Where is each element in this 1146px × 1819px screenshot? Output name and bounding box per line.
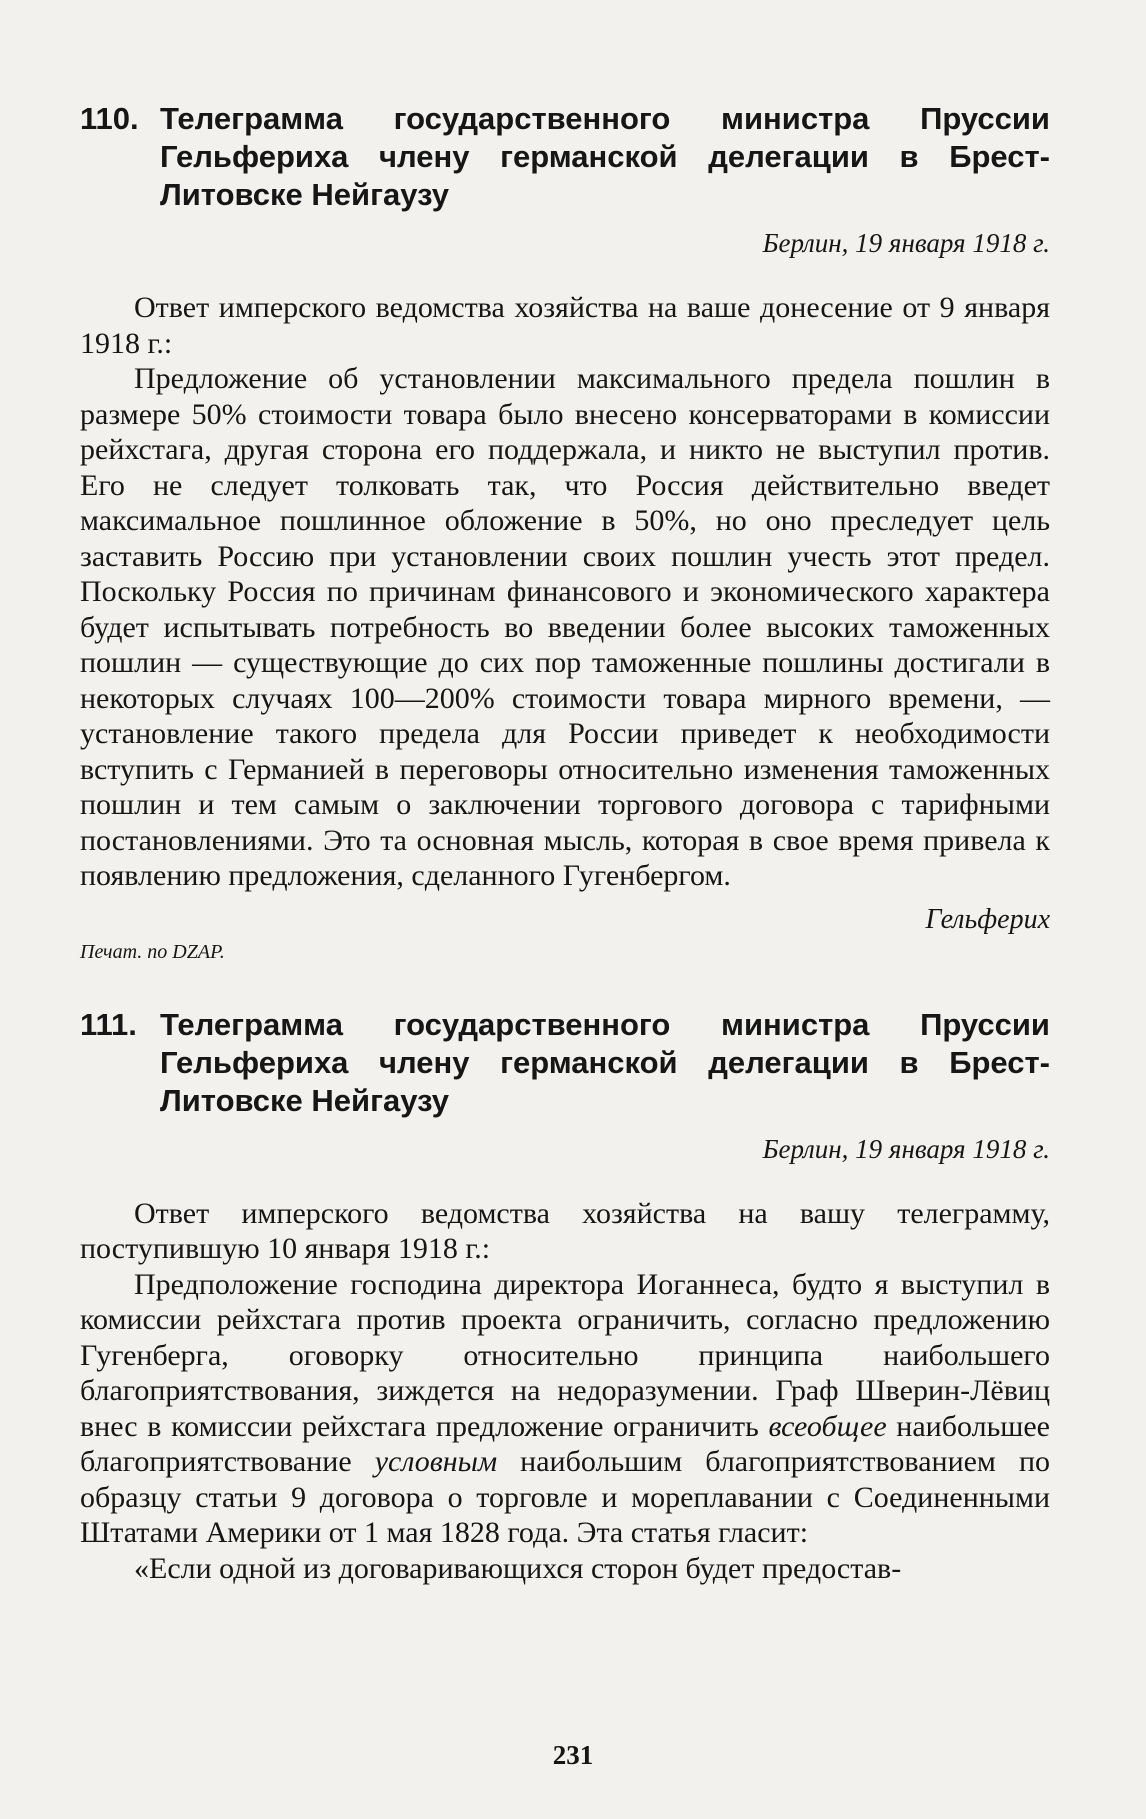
text-run: Предположение господина директора Иоганнеса, будто я выступил в комиссии рейхстага против проекта ограничить, согласно предложению Гугенберга, оговорку относительно принципа наибольшего благоприятствования, зиждется на недоразумении. Граф Шверин-Лёвиц внес в комиссии рейхстага предложение ограничить (80, 1267, 1050, 1443)
text-run: наибольшим благоприятствованием по образцу статьи 9 договора о торговле и мореплавании с Соединенными Штатами Америки от 1 мая 1828 года. Эта статья гласит: (80, 1445, 1051, 1549)
paragraph: Ответ имперского ведомства хозяйства на вашу телеграмму, поступившую 10 января 1918 г.: (80, 1196, 1050, 1265)
page-number: 231 (552, 1740, 594, 1770)
paragraph: Ответ имперского ведомства хозяйства на ваше донесение от 9 января 1918 г.: (80, 291, 1050, 360)
document-110 (80, 100, 1050, 966)
document-heading (80, 1006, 1050, 1120)
emphasis: условным (374, 1445, 498, 1478)
source-note: Печат. по DZAP. (80, 940, 225, 963)
page-content (80, 100, 1050, 1586)
dateline: Берлин, 19 января 1918 г. (762, 228, 1050, 258)
document-111 (80, 1006, 1050, 1587)
text-run: наибольшее благоприятствование (80, 1409, 1050, 1478)
document-title: Телеграмма государственного министра Пруссии Гельфериха члену германской делегации в Брест-Литовске Нейгаузу (160, 1006, 1050, 1118)
document-number: 111. (80, 1006, 137, 1042)
document-number: 110. (80, 101, 139, 136)
emphasis: всеобщее (768, 1409, 887, 1443)
dateline: Берлин, 19 января 1918 г. (762, 1133, 1050, 1164)
document-title: Телеграмма государственного министра Пруссии Гельфериха члену германской делегации в Брест-Литовске Нейгаузу (160, 101, 1050, 212)
paragraph: «Если одной из договаривающихся сторон будет предостав- (134, 1551, 902, 1585)
signature: Гельферих (925, 903, 1050, 935)
paragraph (80, 1267, 1050, 1551)
paragraph: Предложение об установлении максимального предела пошлин в размере 50% стоимости товара было внесено консерваторами в комиссии рейхстага, другая сторона его поддержала, и никто не выступил против. Его не следует толковать так, что Россия действительно введет максимальное пошлинное обложение в 50%, но оно преследует цель заставить Россию при установлении своих пошлин учесть этот предел. Поскольку Россия по причинам финансового и экономического характера будет испытывать потребность во введении более высоких таможенных пошлин — существующие до сих пор таможенные пошлины достигали в некоторых случаях 100—200% стоимости товара мирного времени, — установление такого предела для России приведет к необходимости вступить с Германией в переговоры относительно изменения таможенных пошлин и тем самым о заключении торгового договора с тарифными постановлениями. Это та основная мысль, которая в свое время привела к появлению предложения, сделанного Гугенбергом. (80, 362, 1050, 892)
document-heading (80, 100, 1050, 214)
